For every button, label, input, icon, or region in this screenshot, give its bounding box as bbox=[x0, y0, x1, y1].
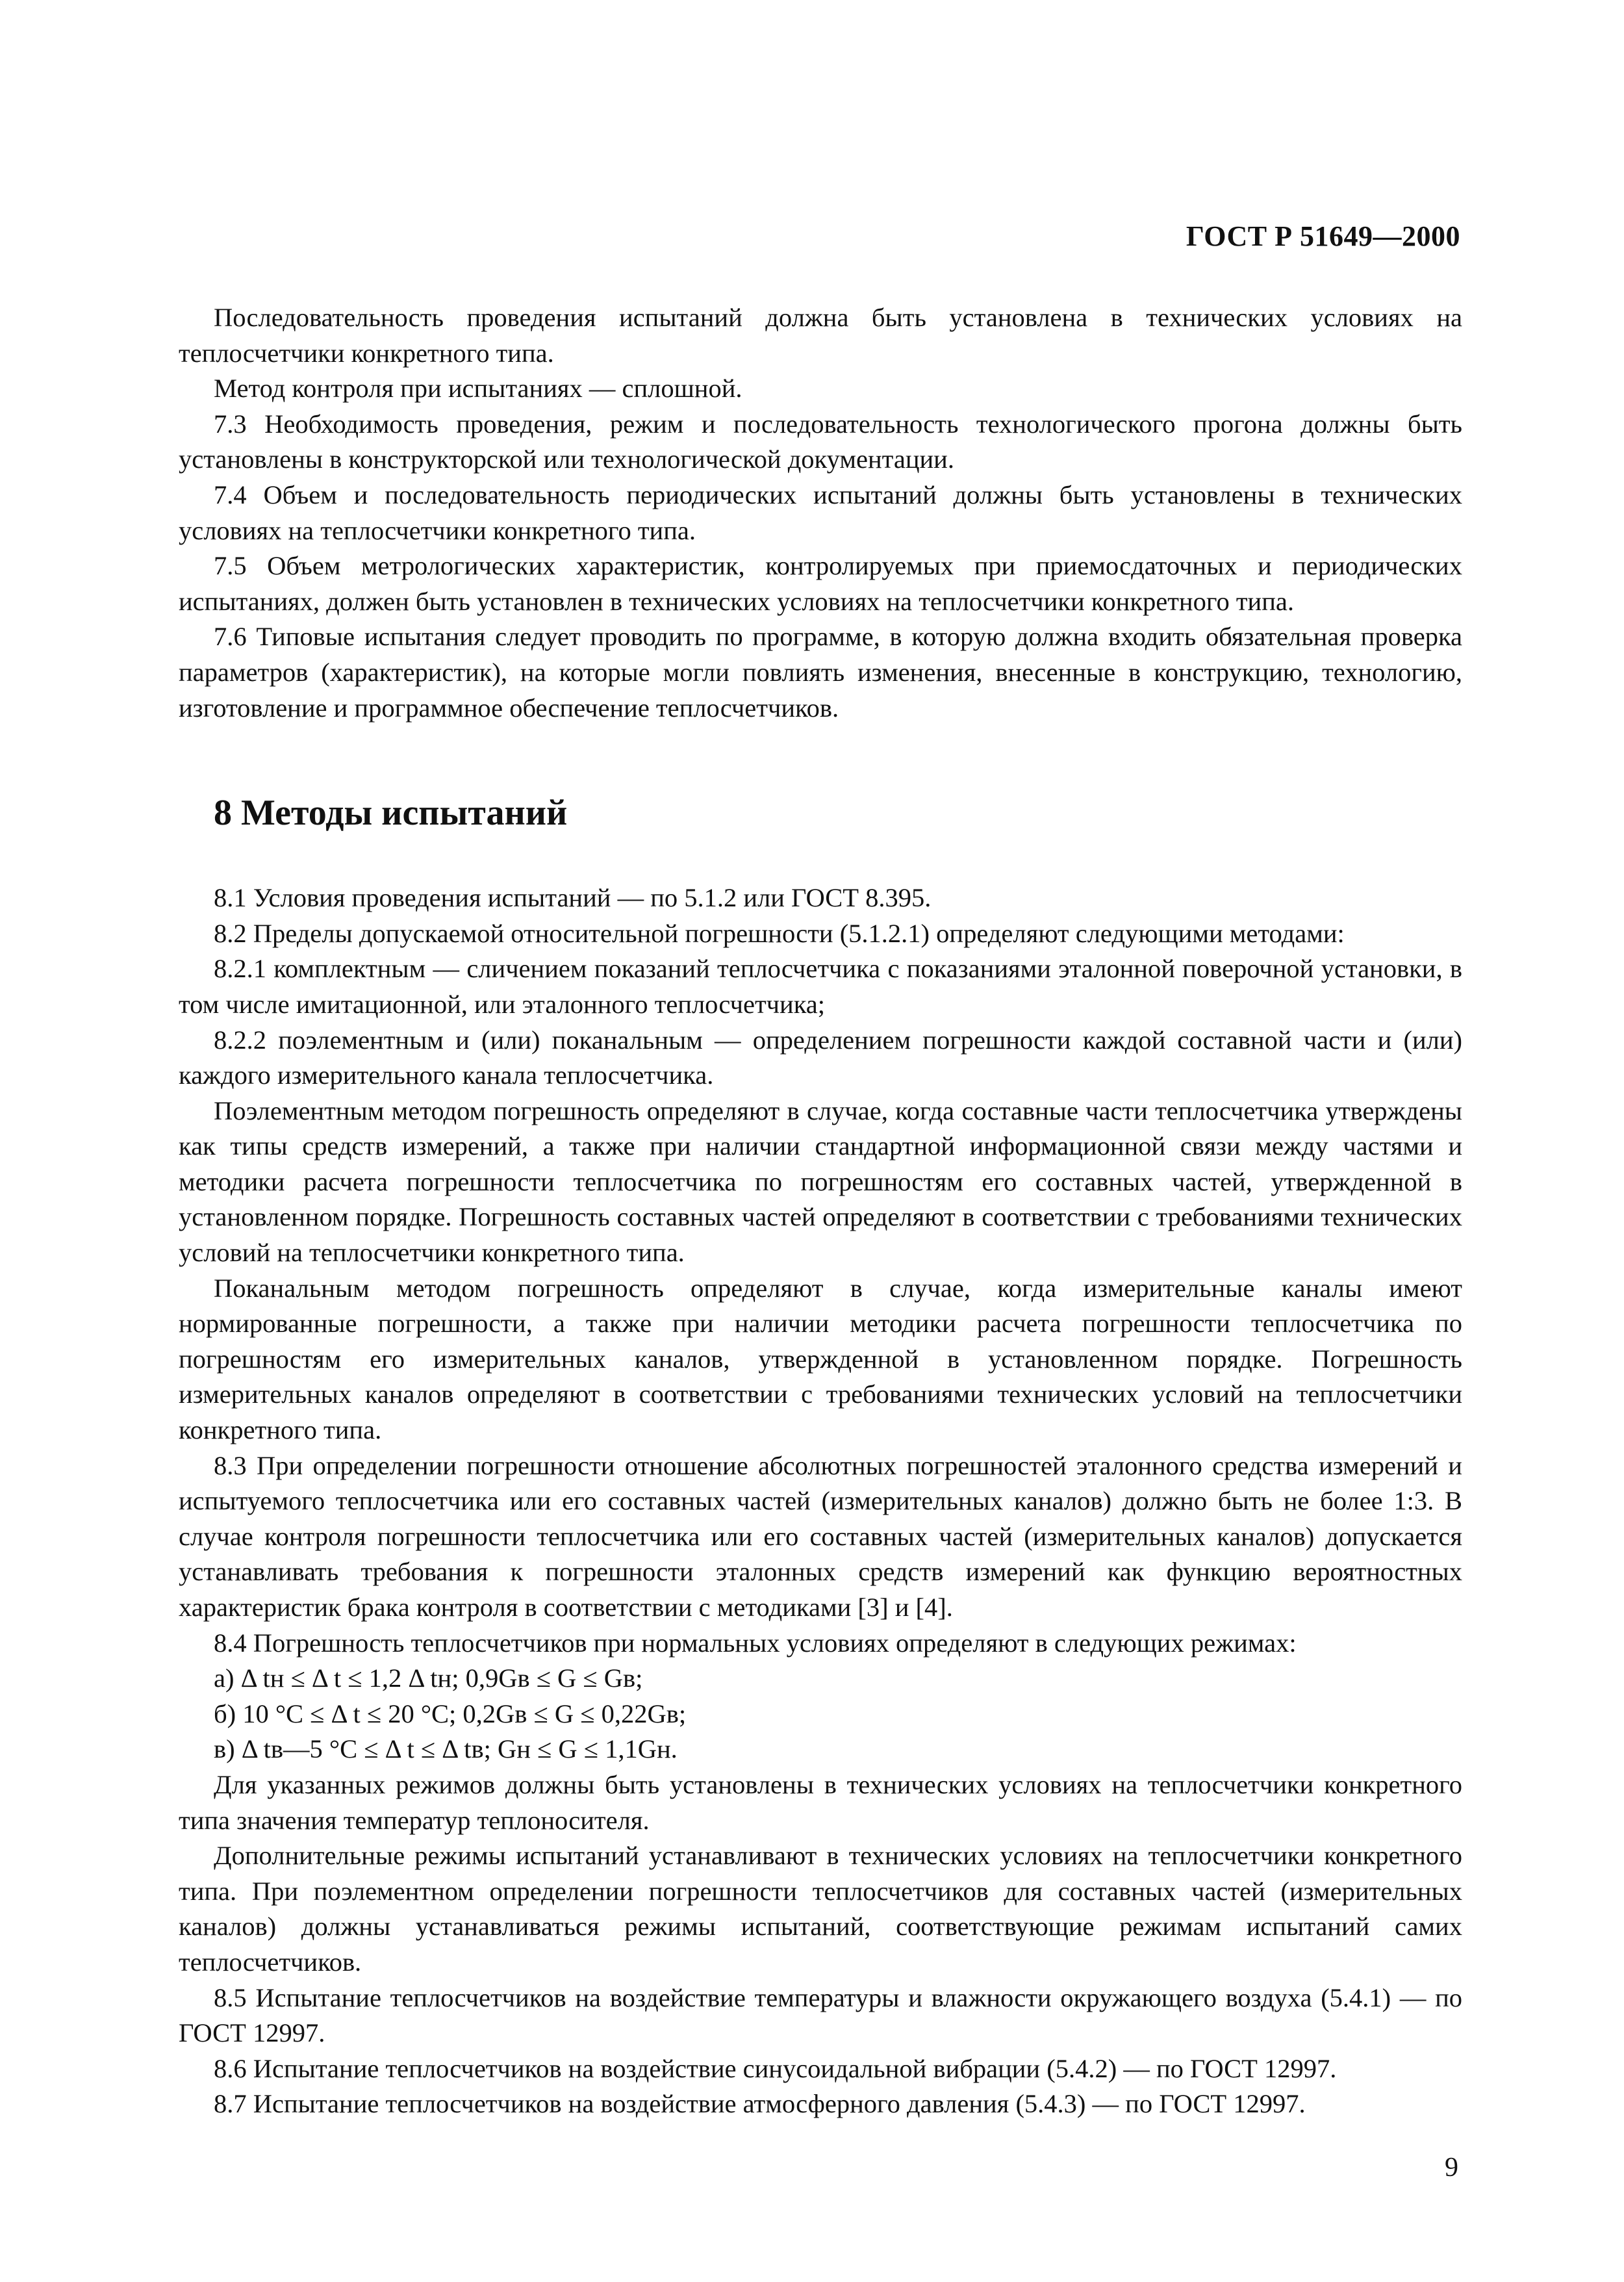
paragraph-8-2: 8.2 Пределы допускаемой относительной погрешности (5.1.2.1) определяют следующими методами: bbox=[214, 918, 1345, 948]
test-mode-b: б) 10 °С ≤ Δ t ≤ 20 °С; 0,2Gв ≤ G ≤ 0,22Gв; bbox=[214, 1699, 687, 1728]
paragraph-test-sequence: Последовательность проведения испытаний должна быть установлена в технических условиях на теплосчетчики конкретного типа. bbox=[179, 303, 1462, 368]
section-title-test-methods: 8 Методы испытаний bbox=[214, 793, 568, 834]
paragraph-8-6: 8.6 Испытание теплосчетчиков на воздействие синусоидальной вибрации (5.4.2) — по ГОСТ 12997. bbox=[214, 2053, 1337, 2083]
paragraph-7-3: 7.3 Необходимость проведения, режим и последовательность технологического прогона должны быть установлены в конструкторской или технологической документации. bbox=[179, 409, 1462, 474]
paragraph-8-1: 8.1 Условия проведения испытаний — по 5.1.2 или ГОСТ 8.395. bbox=[214, 883, 932, 913]
paragraph-8-5: 8.5 Испытание теплосчетчиков на воздействие температуры и влажности окружающего воздуха (5.4.1) — по ГОСТ 12997. bbox=[179, 1982, 1462, 2048]
test-mode-v: в) Δ tв—5 °С ≤ Δ t ≤ Δ tв; Gн ≤ G ≤ 1,1Gн. bbox=[214, 1734, 678, 1764]
paragraph-7-4: 7.4 Объем и последовательность периодических испытаний должны быть установлены в технических условиях на теплосчетчики конкретного типа. bbox=[179, 480, 1462, 545]
page-number: 9 bbox=[1445, 2153, 1458, 2183]
paragraph-7-5: 7.5 Объем метрологических характеристик, контролируемых при приемосдаточных и периодических испытаниях, должен быть установлен в технических условиях на теплосчетчики конкретного типа. bbox=[179, 551, 1462, 616]
paragraph-8-3: 8.3 При определении погрешности отношение абсолютных погрешностей эталонного средства измерений и испытуемого теплосчетчика или его составных частей (измерительных каналов) должно быть не более 1:3. В случае контроля погрешности теплосчетчика или его составных частей (измерительных каналов) допускается устанавливать требования к погрешности эталонных средств измерений как функцию вероятностных характеристик брака контроля в соответствии с методиками [3] и [4]. bbox=[179, 1450, 1462, 1622]
paragraph-8-2-1: 8.2.1 комплектным — сличением показаний теплосчетчика с показаниями эталонной поверочной установки, в том числе имитационной, или эталонного теплосчетчика; bbox=[179, 954, 1462, 1019]
paragraph-control-method: Метод контроля при испытаниях — сплошной. bbox=[214, 374, 742, 404]
paragraph-8-7: 8.7 Испытание теплосчетчиков на воздействие атмосферного давления (5.4.3) — по ГОСТ 12997. bbox=[214, 2089, 1306, 2119]
document-code-header: ГОСТ Р 51649—2000 bbox=[1186, 220, 1460, 252]
test-mode-a: а) Δ tн ≤ Δ t ≤ 1,2 Δ tн; 0,9Gв ≤ G ≤ Gв; bbox=[214, 1663, 643, 1693]
paragraph-element-method: Поэлементным методом погрешность определяют в случае, когда составные части теплосчетчика утверждены как типы средств измерений, а также при наличии стандартной информационной связи между частями и методики расчета погрешности теплосчетчика по погрешностям его составных частей, утвержденной в установленном порядке. Погрешность составных частей определяют в соответствии с требованиями технических условий на теплосчетчики конкретного типа. bbox=[179, 1096, 1462, 1268]
paragraph-additional-modes: Дополнительные режимы испытаний устанавливают в технических условиях на теплосчетчики конкретного типа. При поэлементном определении погрешности теплосчетчиков для составных частей (измерительных каналов) должны устанавливаться режимы испытаний, соответствующие режимам испытаний самих теплосчетчиков. bbox=[179, 1841, 1462, 1977]
paragraph-mode-temperatures: Для указанных режимов должны быть установлены в технических условиях на теплосчетчики конкретного типа значения температур теплоносителя. bbox=[179, 1769, 1462, 1835]
paragraph-7-6: 7.6 Типовые испытания следует проводить по программе, в которую должна входить обязательная проверка параметров (характеристик), на которые могли повлиять изменения, внесенные в конструкцию, технологию, изготовление и программное обеспечение теплосчетчиков. bbox=[179, 622, 1462, 723]
paragraph-channel-method: Поканальным методом погрешность определяют в случае, когда измерительные каналы имеют нормированные погрешности, а также при наличии методики расчета погрешности теплосчетчика по погрешностям его измерительных каналов, утвержденной в установленном порядке. Погрешность измерительных каналов определяют в соответствии с требованиями технических условий на теплосчетчики конкретного типа. bbox=[179, 1273, 1462, 1445]
page-body bbox=[179, 300, 1462, 2122]
paragraph-8-4: 8.4 Погрешность теплосчетчиков при нормальных условиях определяют в следующих режимах: bbox=[214, 1628, 1297, 1658]
paragraph-8-2-2: 8.2.2 поэлементным и (или) поканальным — определением погрешности каждой составной части и (или) каждого измерительного канала теплосчетчика. bbox=[179, 1025, 1462, 1090]
